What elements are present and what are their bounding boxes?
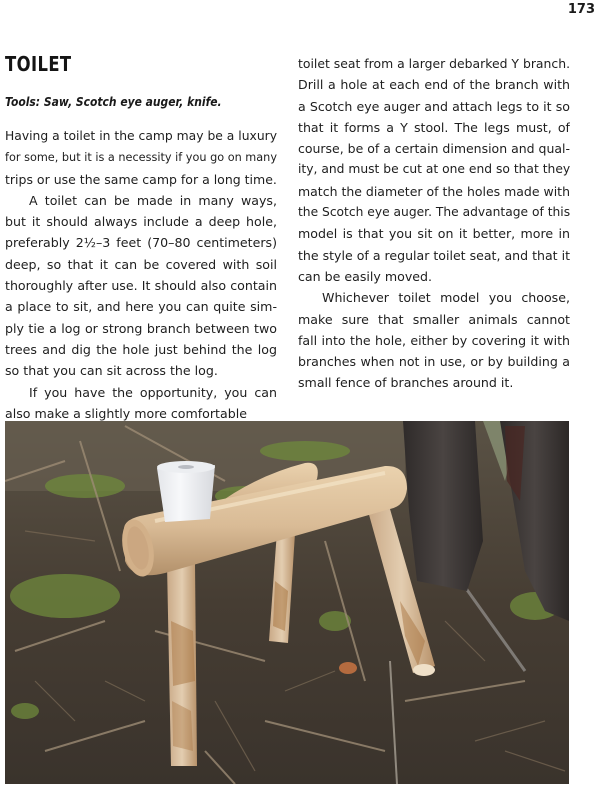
text-line: the style of a regular toilet seat, and that it [298, 247, 570, 263]
text-line: Whichever toilet model you choose, [322, 290, 570, 306]
text-line: thoroughly after use. It should also contain [5, 278, 277, 294]
text-line: trees and dig the hole just behind the log [5, 341, 277, 357]
text-line: a place to sit, and here you can quite sim- [5, 299, 277, 315]
text-line: the Scotch eye auger. The advantage of this [298, 205, 570, 220]
text-line: deep, so that it can be covered with soil [5, 256, 277, 272]
section-title: TOILET [5, 52, 72, 76]
text-line: If you have the opportunity, you can [29, 384, 277, 400]
text-line: make sure that smaller animals cannot [298, 311, 570, 327]
left-text-column [5, 126, 277, 424]
text-line: that it forms a Y stool. The legs must, of [298, 119, 570, 135]
text-line: course, be of a certain dimension and qual- [298, 141, 570, 157]
page-number: 173 [567, 2, 595, 17]
text-line: a Scotch eye auger and attach legs to it so [298, 98, 570, 114]
tools-subtitle: Tools: Saw, Scotch eye auger, knife. [5, 94, 222, 109]
text-line: ity, and must be cut at one end so that they [298, 162, 570, 177]
right-text-column [298, 53, 570, 394]
text-line: model is that you sit on it better, more in [298, 226, 570, 242]
text-line: small fence of branches around it. [298, 375, 514, 391]
text-line: but it should always include a deep hole, [5, 214, 277, 230]
text-line: Drill a hole at each end of the branch with [298, 77, 570, 93]
paragraph [5, 382, 277, 425]
toilet-stool-photo [5, 421, 569, 784]
text-line: ply tie a log or strong branch between two [5, 320, 277, 336]
text-line: preferably 2½–3 feet (70–80 centimeters) [5, 235, 277, 251]
text-line: branches when not in use, or by building a [298, 354, 570, 370]
paragraph [298, 53, 570, 287]
text-line: can be easily moved. [298, 268, 433, 284]
text-line: trips or use the same camp for a long time. [5, 171, 277, 187]
text-line: for some, but it is a necessity if you go on many [5, 151, 277, 165]
text-line: match the diameter of the holes made with [298, 183, 570, 199]
paragraph [298, 287, 570, 393]
text-line: toilet seat from a larger debarked Y branch. [298, 56, 570, 71]
text-line: Having a toilet in the camp may be a luxury [5, 129, 277, 143]
paragraph [5, 190, 277, 382]
text-line: fall into the hole, either by covering it with [298, 332, 570, 348]
text-line: A toilet can be made in many ways, [29, 192, 277, 208]
text-line: also make a slightly more comfortable [5, 405, 247, 421]
paragraph [5, 126, 277, 190]
text-line: so that you can sit across the log. [5, 363, 218, 379]
